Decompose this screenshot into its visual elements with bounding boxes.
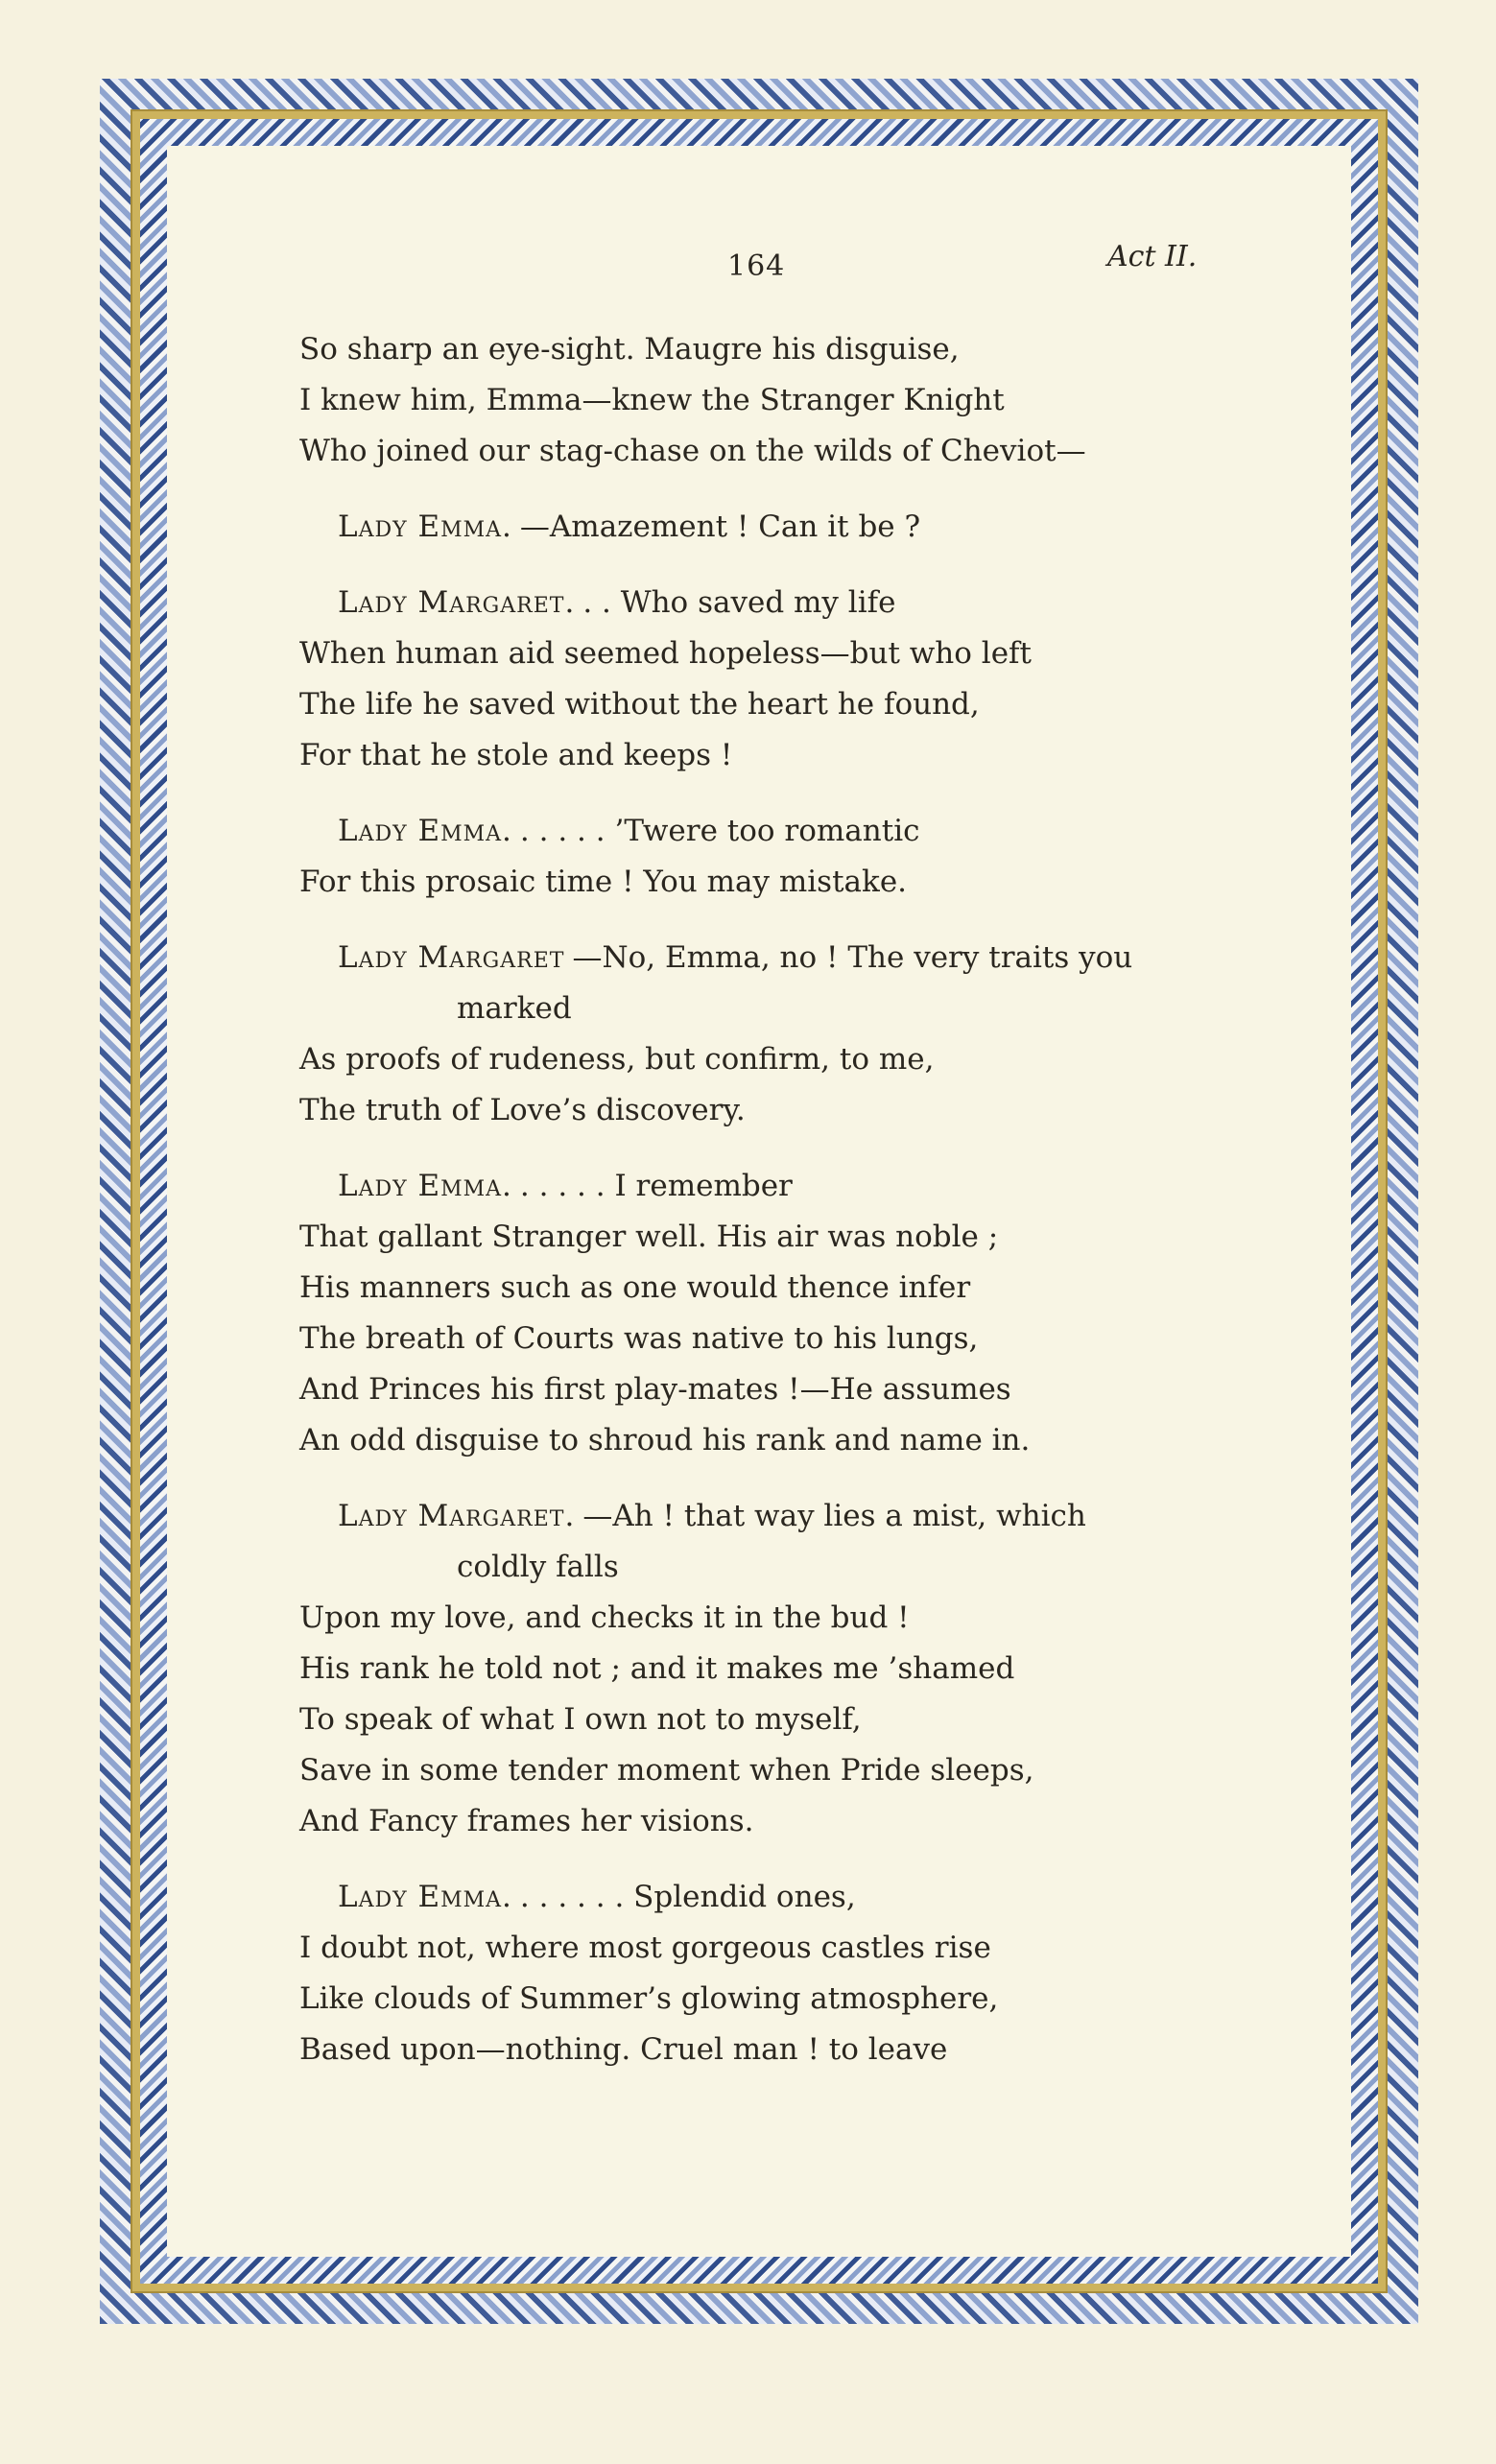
speaker-name: Lady Margaret.: [338, 585, 576, 620]
line-text: coldly falls: [457, 1550, 619, 1584]
speaker-name: Lady Emma.: [338, 814, 512, 848]
text-line: [299, 1694, 1297, 1745]
line-text: . . . . . ’Twere too romantic: [519, 814, 920, 848]
line-text: I doubt not, where most gorgeous castles rise: [299, 1931, 991, 1965]
text-line: [299, 679, 1297, 730]
line-text: The truth of Love’s discovery.: [299, 1093, 746, 1127]
text-line: [299, 1263, 1297, 1314]
text-line: [299, 857, 1297, 908]
page-number: 164: [727, 249, 786, 283]
text-line: [299, 2025, 1297, 2075]
line-text: So sharp an eye-sight. Maugre his disguise,: [299, 332, 960, 367]
line-text: That gallant Stranger well. His air was noble ;: [299, 1220, 999, 1254]
line-text: . . . . . I remember: [519, 1169, 793, 1203]
speaker-line: [299, 578, 1297, 628]
line-text: Like clouds of Summer’s glowing atmosphere,: [299, 1981, 999, 2016]
line-text: The breath of Courts was native to his lungs,: [299, 1321, 979, 1356]
speaker-line: [299, 933, 1297, 983]
text-line: [299, 1796, 1297, 1847]
line-text: Based upon—nothing. Cruel man ! to leave: [299, 2032, 948, 2067]
speaker-name: Lady Emma.: [338, 1880, 512, 1914]
text-line: [299, 375, 1297, 426]
text-line: [299, 1212, 1297, 1263]
text-line: [299, 1923, 1297, 1974]
line-text: His manners such as one would thence infer: [299, 1270, 971, 1305]
text-line: [299, 1085, 1297, 1136]
line-text: His rank he told not ; and it makes me ’shamed: [299, 1651, 1015, 1686]
text-line: [299, 324, 1297, 375]
line-text: marked: [457, 991, 572, 1026]
speaker-name: Lady Emma.: [338, 1169, 512, 1203]
page-header: [0, 238, 1496, 296]
speaker-name: Lady Margaret.: [338, 1499, 576, 1533]
line-text: Who joined our stag-chase on the wilds of Cheviot—: [299, 434, 1086, 468]
line-text: . . . . . . Splendid ones,: [519, 1880, 856, 1914]
line-text: —Ah ! that way lies a mist, which: [582, 1499, 1086, 1533]
line-text: I knew him, Emma—knew the Stranger Knight: [299, 383, 1005, 417]
speaker-name: Lady Emma.: [338, 509, 512, 544]
text-line: [299, 628, 1297, 679]
line-text: —Amazement ! Can it be ?: [519, 509, 921, 544]
line-text: Upon my love, and checks it in the bud !: [299, 1600, 910, 1635]
speaker-line: [299, 1161, 1297, 1212]
line-text: To speak of what I own not to myself,: [299, 1702, 862, 1737]
text-line: [299, 1034, 1297, 1085]
speaker-line: [299, 1872, 1297, 1923]
text-line: [299, 1314, 1297, 1364]
speaker-name: Lady Margaret: [338, 940, 565, 975]
text-line: [299, 1745, 1297, 1796]
line-text: When human aid seemed hopeless—but who left: [299, 636, 1032, 671]
line-text: As proofs of rudeness, but confirm, to me,: [299, 1042, 935, 1077]
text-line: [299, 1415, 1297, 1466]
line-text: Save in some tender moment when Pride sleeps,: [299, 1753, 1034, 1788]
speaker-line: [299, 806, 1297, 857]
verse-text: [299, 324, 1297, 2075]
continuation-line: [299, 983, 1297, 1034]
act-label: Act II.: [1107, 240, 1198, 273]
line-text: An odd disguise to shroud his rank and name in.: [299, 1423, 1031, 1457]
line-text: And Fancy frames her visions.: [299, 1804, 754, 1838]
line-text: —No, Emma, no ! The very traits you: [572, 940, 1133, 975]
continuation-line: [299, 1542, 1297, 1593]
text-line: [299, 1974, 1297, 2025]
line-text: For this prosaic time ! You may mistake.: [299, 865, 908, 899]
text-line: [299, 426, 1297, 477]
text-line: [299, 1364, 1297, 1415]
line-text: For that he stole and keeps !: [299, 738, 733, 772]
line-text: The life he saved without the heart he found,: [299, 687, 980, 722]
line-text: . . Who saved my life: [582, 585, 896, 620]
line-text: And Princes his first play-mates !—He assumes: [299, 1372, 1011, 1407]
speaker-line: [299, 502, 1297, 553]
speaker-line: [299, 1491, 1297, 1542]
text-line: [299, 1593, 1297, 1644]
text-line: [299, 730, 1297, 781]
text-line: [299, 1644, 1297, 1694]
